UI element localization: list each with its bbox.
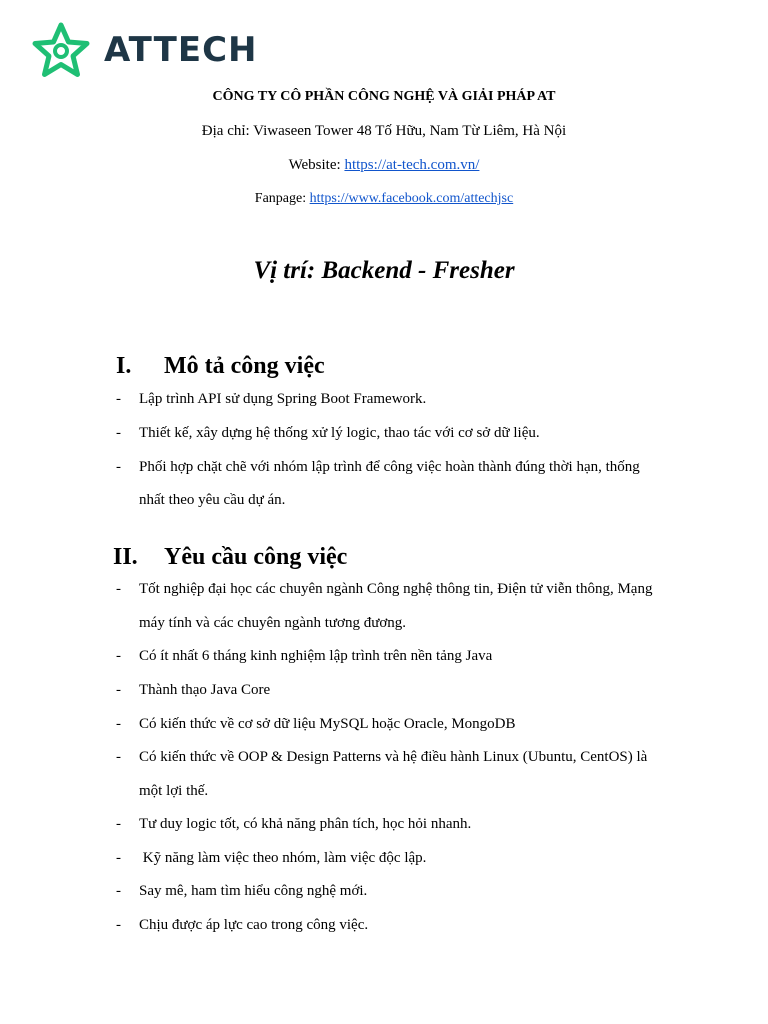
list-item-text: Có kiến thức về cơ sở dữ liệu MySQL hoặc Oracle, MongoDB: [139, 716, 516, 732]
bullet-marker: -: [116, 682, 121, 698]
list-item-text: Tư duy logic tốt, có khả năng phân tích, học hỏi nhanh.: [139, 816, 472, 832]
list-item-continuation: nhất theo yêu cầu dự án.: [139, 492, 286, 508]
list-item-text: Có kiến thức về OOP & Design Patterns và hệ điều hành Linux (Ubuntu, CentOS) là: [139, 749, 648, 765]
bullet-marker: -: [116, 425, 121, 441]
list-item-text: Thành thạo Java Core: [139, 682, 271, 698]
list-item-text: Say mê, ham tìm hiểu công nghệ mới.: [139, 883, 368, 899]
list-item-continuation: một lợi thế.: [139, 783, 209, 799]
list-item-text: Tốt nghiệp đại học các chuyên ngành Công nghệ thông tin, Điện tử viễn thông, Mạng: [139, 581, 653, 597]
company-address: Địa chỉ: Viwaseen Tower 48 Tố Hữu, Nam Từ Liêm, Hà Nội: [201, 123, 567, 139]
fanpage-label: Fanpage:: [254, 191, 310, 206]
bullet-marker: -: [116, 749, 121, 765]
fanpage-link[interactable]: https://www.facebook.com/attechjsc: [309, 191, 514, 206]
section-number: II.: [113, 544, 138, 570]
company-name: CÔNG TY CÔ PHẦN CÔNG NGHỆ VÀ GIẢI PHÁP AT: [212, 89, 556, 104]
list-item-text: Có ít nhất 6 tháng kinh nghiệm lập trình trên nền tảng Java: [139, 648, 493, 664]
bullet-marker: -: [116, 850, 121, 866]
company-fanpage: [0, 190, 768, 208]
section-title: Yêu cầu công việc: [164, 544, 348, 570]
bullet-marker: -: [116, 391, 121, 407]
list-item-text: Chịu được áp lực cao trong công việc.: [139, 917, 369, 933]
section-number: I.: [116, 353, 132, 379]
list-item-continuation: máy tính và các chuyên ngành tương đương.: [139, 615, 407, 631]
website-link[interactable]: https://at-tech.com.vn/: [344, 157, 480, 173]
list-item-text: Thiết kế, xây dựng hệ thống xử lý logic, thao tác với cơ sở dữ liệu.: [139, 425, 540, 441]
bullet-marker: -: [116, 716, 121, 732]
bullet-marker: -: [116, 917, 121, 933]
website-label: Website:: [288, 157, 345, 173]
company-website: [0, 156, 768, 174]
list-item-text: Lập trình API sử dụng Spring Boot Framework.: [139, 391, 427, 407]
bullet-marker: -: [116, 648, 121, 664]
position-title: Vị trí: Backend - Fresher: [253, 257, 515, 284]
logo-wordmark: ATTECH: [104, 30, 258, 70]
bullet-marker: -: [116, 459, 121, 475]
bullet-marker: -: [116, 581, 121, 597]
company-logo: [30, 20, 257, 80]
list-item-text: Phối hợp chặt chẽ với nhóm lập trình để công việc hoàn thành đúng thời hạn, thống: [139, 459, 640, 475]
bullet-marker: -: [116, 816, 121, 832]
bullet-marker: -: [116, 883, 121, 899]
list-item-text: Kỹ năng làm việc theo nhóm, làm việc độc lập.: [139, 850, 427, 866]
section-title: Mô tả công việc: [164, 353, 325, 379]
star-atom-logo-icon: [30, 21, 92, 79]
